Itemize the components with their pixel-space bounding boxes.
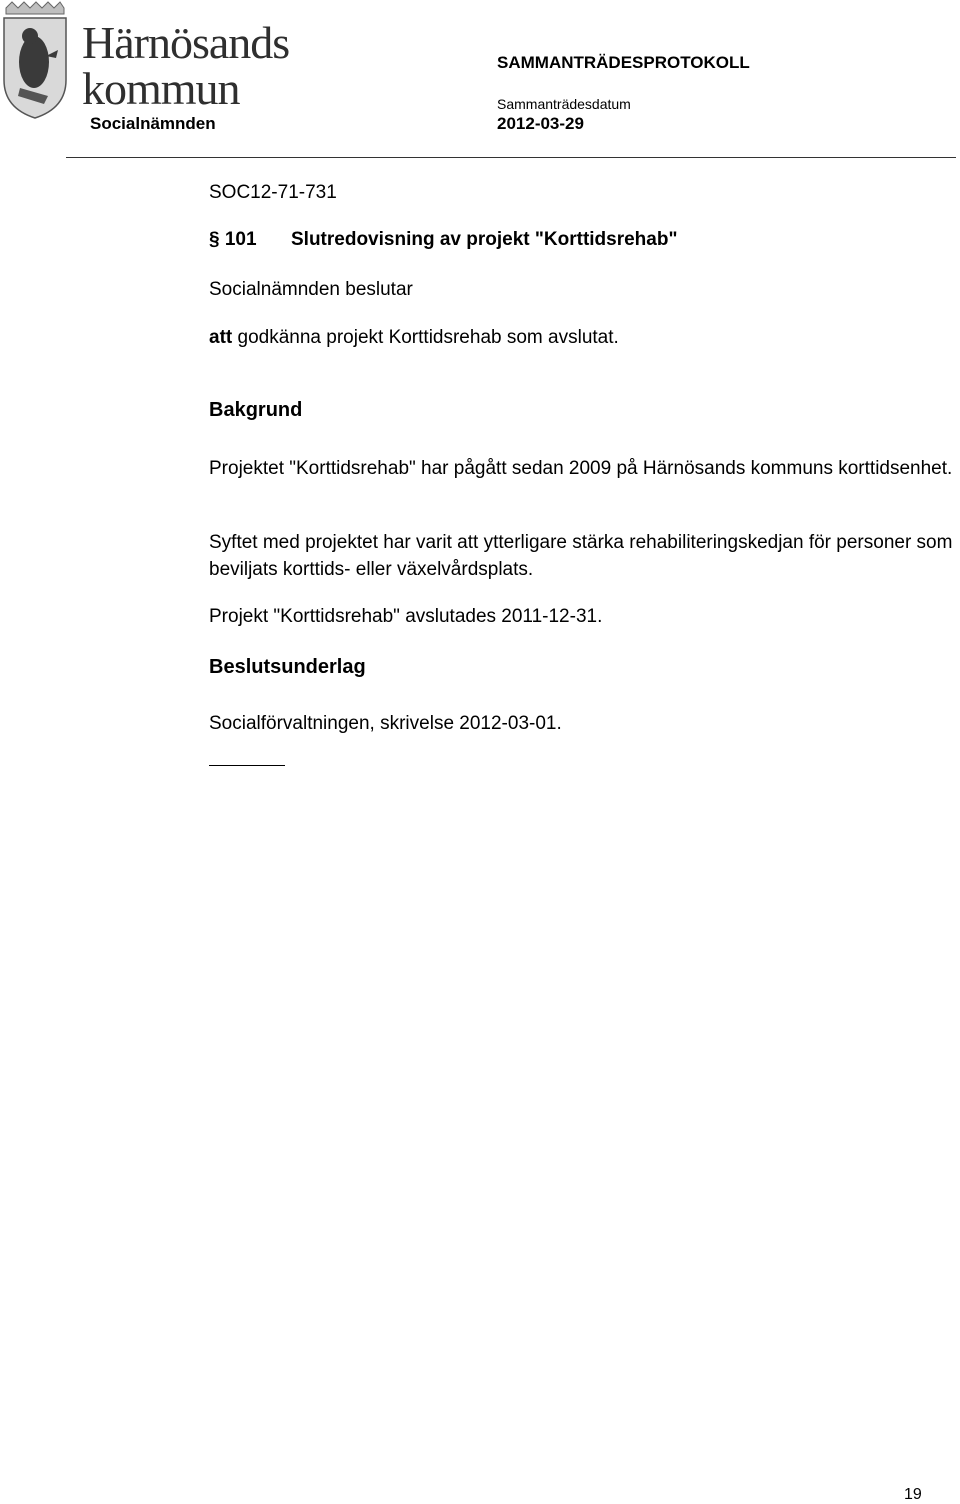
meeting-date-value: 2012-03-29	[497, 114, 584, 133]
decision-intro: Socialnämnden beslutar	[209, 279, 413, 300]
meeting-date-label: Sammanträdesdatum	[497, 96, 631, 112]
att-keyword: att	[209, 327, 233, 348]
heading-beslutsunderlag: Beslutsunderlag	[209, 656, 366, 678]
section-number: 101	[224, 229, 257, 250]
paragraph-ended: Projekt "Korttidsrehab" avslutades 2011-12-31.	[209, 606, 603, 627]
section-symbol: §	[209, 229, 220, 250]
header-divider	[66, 157, 956, 158]
paragraph-purpose: Syftet med projektet har varit att ytterligare stärka rehabiliteringskedjan för personer som beviljats korttids- eller växelvårdsplats.	[209, 532, 953, 580]
end-divider	[209, 765, 285, 766]
section-number-group	[209, 229, 291, 251]
page-number: 19	[904, 1486, 922, 1503]
paragraph-basis: Socialförvaltningen, skrivelse 2012-03-01.	[209, 713, 562, 734]
paragraph-background: Projektet "Korttidsrehab" har pågått sedan 2009 på Härnösands kommuns korttidsenhet.	[209, 458, 953, 479]
document-type: SAMMANTRÄDESPROTOKOLL	[497, 53, 750, 72]
coat-of-arms-icon	[0, 0, 70, 120]
logo-text-harnosands: Härnösands	[82, 17, 290, 68]
logo-text-kommun: kommun	[82, 63, 240, 114]
municipality-logo	[0, 0, 300, 125]
case-reference: SOC12-71-731	[209, 182, 337, 203]
decision-text: godkänna projekt Korttidsrehab som avslutat.	[232, 327, 619, 348]
section-title: Slutredovisning av projekt "Korttidsrehab"	[291, 229, 678, 250]
heading-bakgrund: Bakgrund	[209, 399, 303, 421]
decision-clause	[209, 327, 619, 349]
section-heading	[209, 229, 677, 251]
department-name: Socialnämnden	[90, 114, 216, 133]
